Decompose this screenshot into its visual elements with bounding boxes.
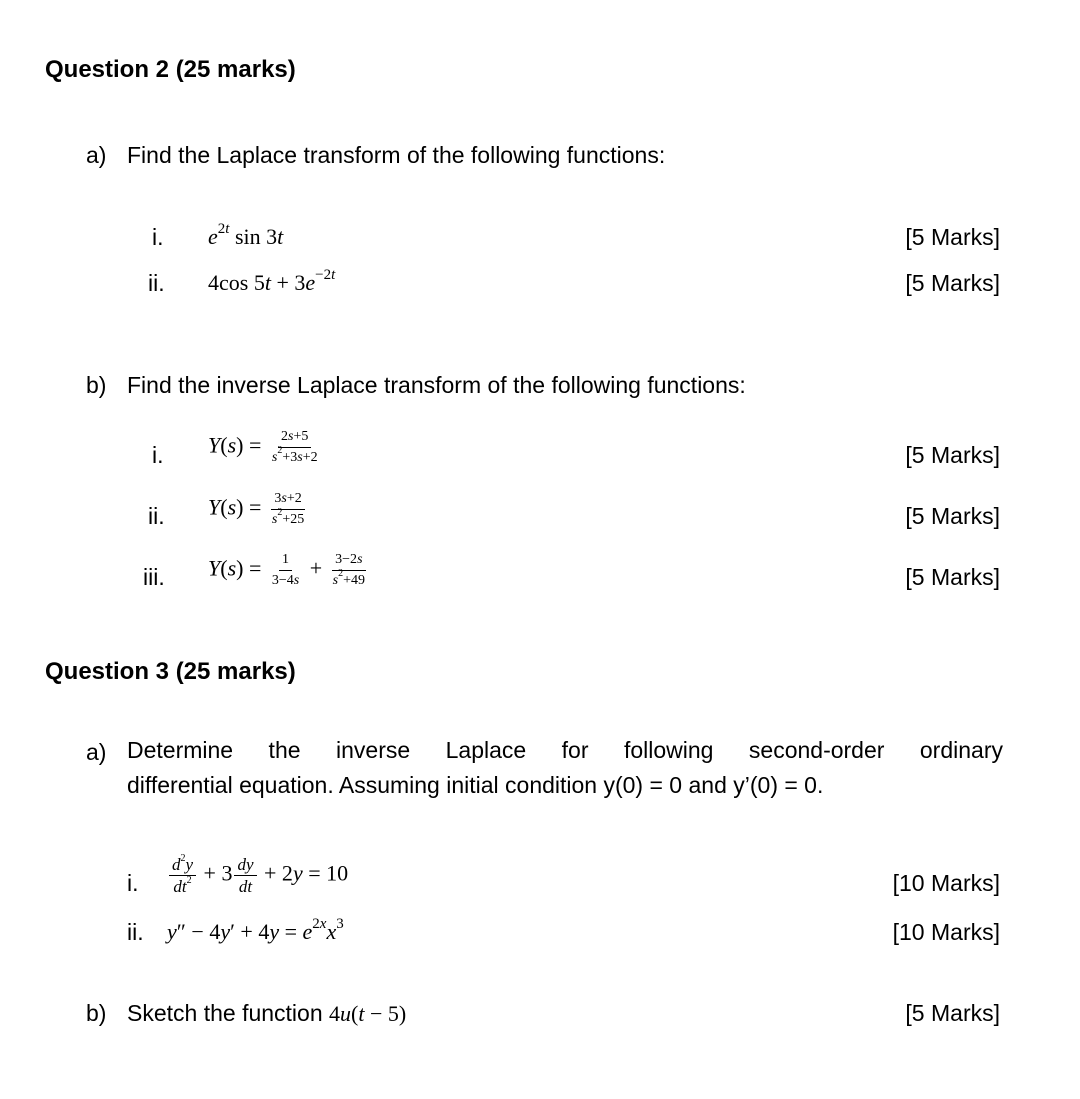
q2a-ii-expression: 4cos $5t + 3e^{-2t}$ bbox=[208, 266, 336, 295]
q3a-i-expression: $\frac{d^2y}{dt^2}$ + 3 $\frac{dy}{dt}$ + 2y = 10 bbox=[167, 856, 348, 895]
question-2-title: Question 2 (25 marks) bbox=[45, 56, 296, 83]
q2a-text: Find the Laplace transform of the following functions: bbox=[127, 142, 666, 168]
q2b-i-number: i. bbox=[152, 442, 164, 468]
q2b-i-expression: Y(s) = $\frac{2s+5}{s^2+3s+2}$ bbox=[208, 430, 323, 465]
q2b-ii-expression: Y(s) = $\frac{3s+2}{s^2+25}$ bbox=[208, 492, 309, 527]
fraction: $\frac{dy}{dt}$ bbox=[234, 856, 256, 895]
fraction: $\frac{3s+2}{s^2+25}$ bbox=[271, 491, 305, 527]
q2b-text: Find the inverse Laplace transform of the following functions: bbox=[127, 372, 746, 398]
q3a-ii-marks: [10 Marks] bbox=[892, 919, 1000, 945]
question-3-title: Question 3 (25 marks) bbox=[45, 658, 296, 685]
q3b-label: b) bbox=[86, 1000, 107, 1026]
q3a-text-line-1: Determine the inverse Laplace for following second-order ordinary bbox=[127, 737, 1003, 763]
q3a-i-marks: [10 Marks] bbox=[892, 870, 1000, 896]
q2b-iii-marks: [5 Marks] bbox=[905, 564, 1000, 590]
q2a-label: a) bbox=[86, 142, 107, 168]
fraction: $\frac{1}{3-4s}$ bbox=[271, 552, 300, 588]
q3a-text bbox=[127, 733, 1003, 803]
q2b-iii-number: iii. bbox=[143, 564, 165, 590]
q2a-ii-number: ii. bbox=[148, 270, 165, 296]
q3b-marks: [5 Marks] bbox=[905, 1000, 1000, 1026]
q3a-ii-expression: $y'' - 4y' + 4y = e^{2x}x^3$ bbox=[167, 915, 344, 944]
q2a-i-marks: [5 Marks] bbox=[905, 224, 1000, 250]
fraction: $\frac{3-2s}{s^2+49}$ bbox=[332, 552, 366, 588]
q3a-label: a) bbox=[86, 739, 107, 765]
fraction: $\frac{d^2y}{dt^2}$ bbox=[169, 856, 196, 895]
q2b-iii-expression: Y(s) = $\frac{1}{3-4s}$ + $\frac{3-2s}{s^2+49}$ bbox=[208, 553, 370, 588]
q2b-ii-marks: [5 Marks] bbox=[905, 503, 1000, 529]
q3a-i-number: i. bbox=[127, 870, 139, 896]
q2b-label: b) bbox=[86, 372, 107, 398]
q2b-i-marks: [5 Marks] bbox=[905, 442, 1000, 468]
q3b-line bbox=[127, 1000, 406, 1027]
q3b-text: Sketch the function bbox=[127, 1000, 323, 1026]
q3b-expression: 4u(t − 5) bbox=[329, 1001, 407, 1026]
q3a-ii-number: ii. bbox=[127, 919, 144, 945]
q2a-ii-marks: [5 Marks] bbox=[905, 270, 1000, 296]
q3a-text-line-2: differential equation. Assuming initial condition y(0) = 0 and y’(0) = 0. bbox=[127, 772, 824, 798]
q2a-i-number: i. bbox=[152, 224, 164, 250]
fraction: $\frac{2s+5}{s^2+3s+2}$ bbox=[271, 429, 318, 465]
q2a-i-expression: $e^{2t}$ sin 3t bbox=[208, 220, 284, 249]
q2b-ii-number: ii. bbox=[148, 503, 165, 529]
